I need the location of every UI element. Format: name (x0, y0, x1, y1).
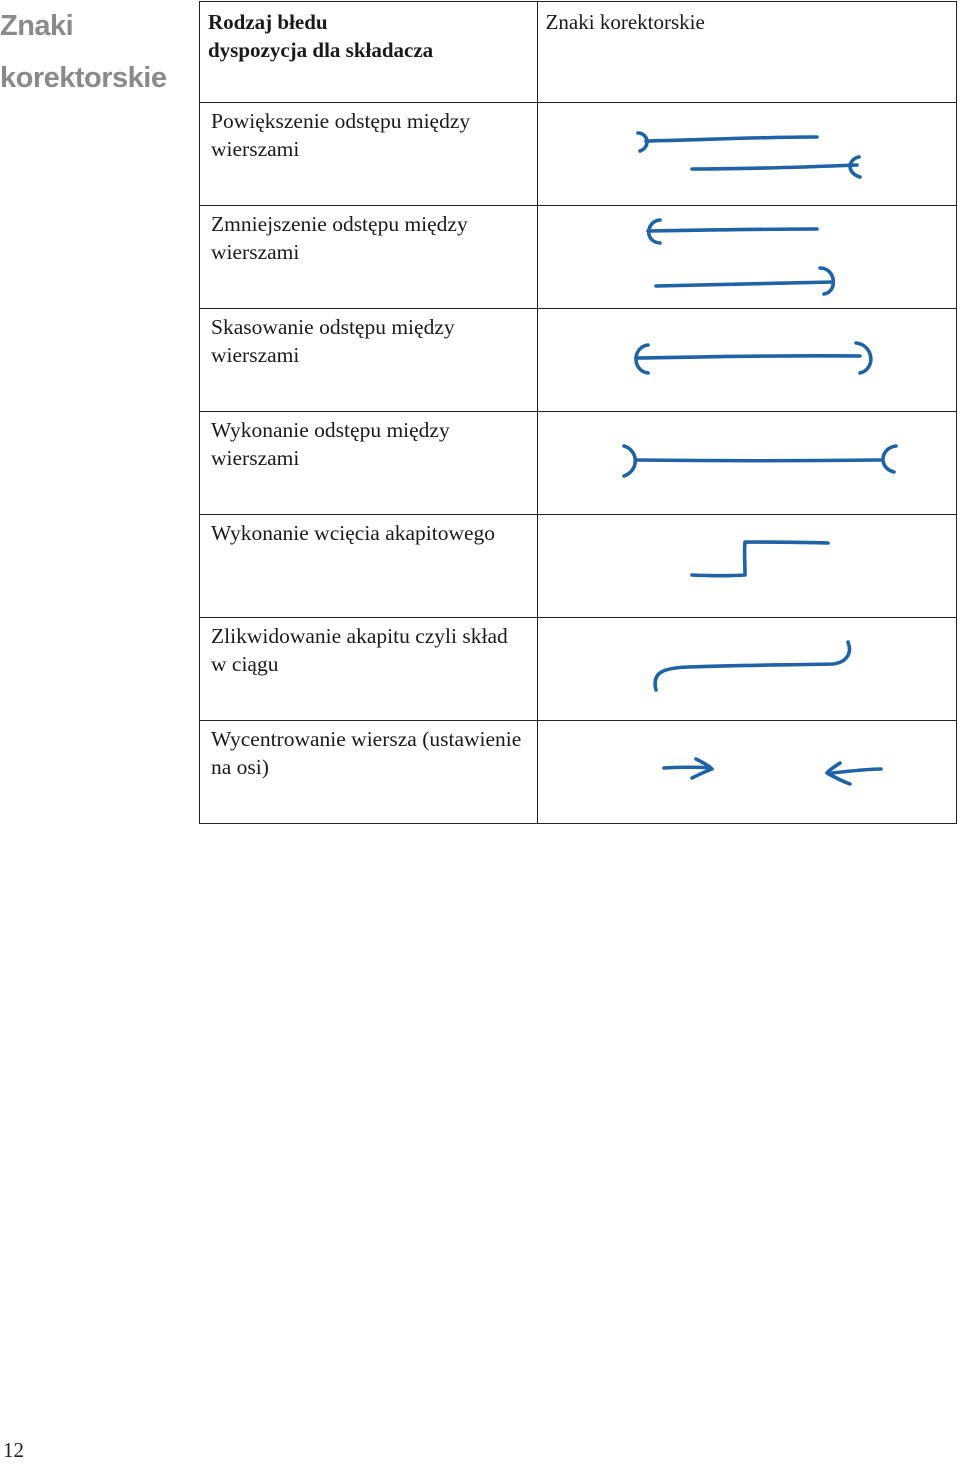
row-label: Zlikwidowanie akapitu czyli skład w ciągu (200, 618, 538, 721)
page-number: 12 (3, 1438, 24, 1462)
row-label: Powiększenie odstępu między wierszami (200, 103, 538, 206)
row-label: Skasowanie odstępu między wierszami (200, 309, 538, 412)
line-spacing-increase-mark-icon (537, 103, 956, 206)
center-line-mark-icon (537, 721, 956, 824)
header-error-type (200, 2, 538, 103)
run-in-paragraph-mark-icon (537, 618, 956, 721)
header-marks (537, 2, 956, 103)
table-row (200, 515, 957, 618)
row-label: Wykonanie odstępu między wierszami (200, 412, 538, 515)
table-header-row (200, 2, 957, 103)
row-label: Zmniejszenie odstępu między wierszami (200, 206, 538, 309)
table-row (200, 206, 957, 309)
header-error-type-line1: Rodzaj błedu (208, 10, 328, 34)
section-title (0, 0, 167, 104)
table-row (200, 309, 957, 412)
header-error-type-line2: dyspozycja dla składacza (208, 38, 434, 62)
section-title-line1: Znaki (0, 10, 74, 42)
table-row (200, 412, 957, 515)
line-spacing-delete-mark-icon (537, 309, 956, 412)
table-row (200, 721, 957, 824)
header-marks-label: Znaki korektorskie (545, 10, 705, 34)
paragraph-indent-mark-icon (537, 515, 956, 618)
table-row (200, 103, 957, 206)
table-row (200, 618, 957, 721)
proofreading-marks-table (199, 1, 957, 824)
row-label: Wycentrowanie wiersza (ustawienie na osi) (200, 721, 538, 824)
line-spacing-decrease-mark-icon (537, 206, 956, 309)
row-label: Wykonanie wcięcia akapitowego (200, 515, 538, 618)
line-spacing-insert-mark-icon (537, 412, 956, 515)
section-title-line2: korektorskie (0, 62, 167, 94)
